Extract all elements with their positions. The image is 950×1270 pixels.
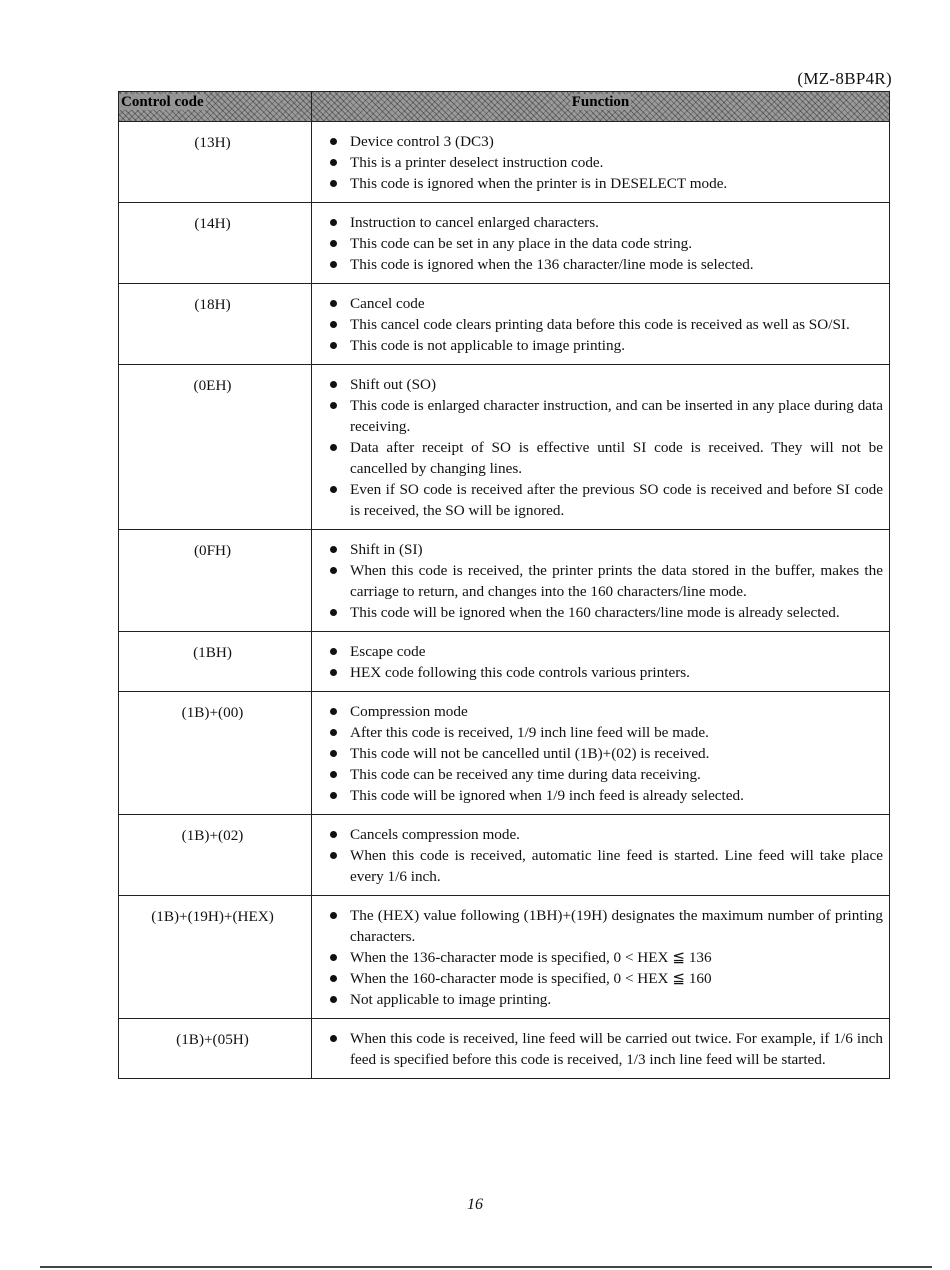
control-code-cell: (0EH) bbox=[119, 365, 312, 530]
function-item: When this code is received, the printer prints the data stored in the buffer, makes the carriage to return, and changes into the 160 characters/line mode. bbox=[312, 560, 883, 602]
function-item: This code is enlarged character instruction, and can be inserted in any place during data receiving. bbox=[312, 395, 883, 437]
function-list bbox=[312, 131, 883, 194]
function-item: When the 160-character mode is specified, 0 < HEX ≦ 160 bbox=[312, 968, 883, 989]
function-list bbox=[312, 212, 883, 275]
function-item: Device control 3 (DC3) bbox=[312, 131, 883, 152]
table-row bbox=[119, 203, 890, 284]
control-code-cell: (1B)+(05H) bbox=[119, 1019, 312, 1079]
table-row bbox=[119, 122, 890, 203]
bottom-rule bbox=[40, 1266, 932, 1268]
function-item: Compression mode bbox=[312, 701, 883, 722]
control-code-cell: (13H) bbox=[119, 122, 312, 203]
function-list bbox=[312, 539, 883, 623]
control-code-header: Control code bbox=[119, 92, 312, 122]
control-code-cell: (1B)+(00) bbox=[119, 692, 312, 815]
function-item: Not applicable to image printing. bbox=[312, 989, 883, 1010]
control-code-cell: (14H) bbox=[119, 203, 312, 284]
function-item: After this code is received, 1/9 inch line feed will be made. bbox=[312, 722, 883, 743]
function-list bbox=[312, 701, 883, 806]
function-item: Shift in (SI) bbox=[312, 539, 883, 560]
function-item: This code is ignored when the 136 character/line mode is selected. bbox=[312, 254, 883, 275]
function-list bbox=[312, 641, 883, 683]
function-item: This code is not applicable to image printing. bbox=[312, 335, 883, 356]
control-code-table bbox=[118, 91, 890, 1079]
function-cell bbox=[312, 203, 890, 284]
control-code-cell: (0FH) bbox=[119, 530, 312, 632]
function-item: This code will be ignored when 1/9 inch feed is already selected. bbox=[312, 785, 883, 806]
page-number: 16 bbox=[467, 1196, 483, 1213]
model-number: (MZ-8BP4R) bbox=[797, 69, 892, 88]
function-list bbox=[312, 374, 883, 521]
function-item: When this code is received, line feed will be carried out twice. For example, if 1/6 inch feed is specified before this code is received, 1/3 inch line feed will be started. bbox=[312, 1028, 883, 1070]
table-row bbox=[119, 365, 890, 530]
table-header-row bbox=[119, 92, 890, 122]
function-item: Data after receipt of SO is effective until SI code is received. They will not be cancelled by changing lines. bbox=[312, 437, 883, 479]
function-cell bbox=[312, 896, 890, 1019]
function-item: This code will not be cancelled until (1B)+(02) is received. bbox=[312, 743, 883, 764]
function-item: Shift out (SO) bbox=[312, 374, 883, 395]
function-cell bbox=[312, 815, 890, 896]
function-item: Cancel code bbox=[312, 293, 883, 314]
function-item: Instruction to cancel enlarged characters. bbox=[312, 212, 883, 233]
function-cell bbox=[312, 122, 890, 203]
table-row bbox=[119, 896, 890, 1019]
function-cell bbox=[312, 530, 890, 632]
function-item: When the 136-character mode is specified, 0 < HEX ≦ 136 bbox=[312, 947, 883, 968]
function-item: When this code is received, automatic line feed is started. Line feed will take place every 1/6 inch. bbox=[312, 845, 883, 887]
function-item: This code can be set in any place in the data code string. bbox=[312, 233, 883, 254]
function-list bbox=[312, 293, 883, 356]
function-item: Escape code bbox=[312, 641, 883, 662]
function-item: The (HEX) value following (1BH)+(19H) designates the maximum number of printing characters. bbox=[312, 905, 883, 947]
function-cell bbox=[312, 284, 890, 365]
function-cell bbox=[312, 632, 890, 692]
function-list bbox=[312, 1028, 883, 1070]
control-code-cell: (18H) bbox=[119, 284, 312, 365]
function-item: Cancels compression mode. bbox=[312, 824, 883, 845]
table-row bbox=[119, 815, 890, 896]
control-code-cell: (1B)+(02) bbox=[119, 815, 312, 896]
table-row bbox=[119, 1019, 890, 1079]
function-item: This code can be received any time during data receiving. bbox=[312, 764, 883, 785]
function-item: Even if SO code is received after the previous SO code is received and before SI code is received, the SO will be ignored. bbox=[312, 479, 883, 521]
function-item: This cancel code clears printing data before this code is received as well as SO/SI. bbox=[312, 314, 883, 335]
function-item: This code will be ignored when the 160 characters/line mode is already selected. bbox=[312, 602, 883, 623]
function-cell bbox=[312, 692, 890, 815]
control-code-cell: (1B)+(19H)+(HEX) bbox=[119, 896, 312, 1019]
function-item: This is a printer deselect instruction code. bbox=[312, 152, 883, 173]
table-row bbox=[119, 530, 890, 632]
function-item: HEX code following this code controls various printers. bbox=[312, 662, 883, 683]
control-code-cell: (1BH) bbox=[119, 632, 312, 692]
table-row bbox=[119, 632, 890, 692]
function-list bbox=[312, 905, 883, 1010]
function-cell bbox=[312, 365, 890, 530]
table-row bbox=[119, 284, 890, 365]
function-item: This code is ignored when the printer is in DESELECT mode. bbox=[312, 173, 883, 194]
function-cell bbox=[312, 1019, 890, 1079]
function-list bbox=[312, 824, 883, 887]
table-row bbox=[119, 692, 890, 815]
function-header: Function bbox=[312, 92, 890, 122]
